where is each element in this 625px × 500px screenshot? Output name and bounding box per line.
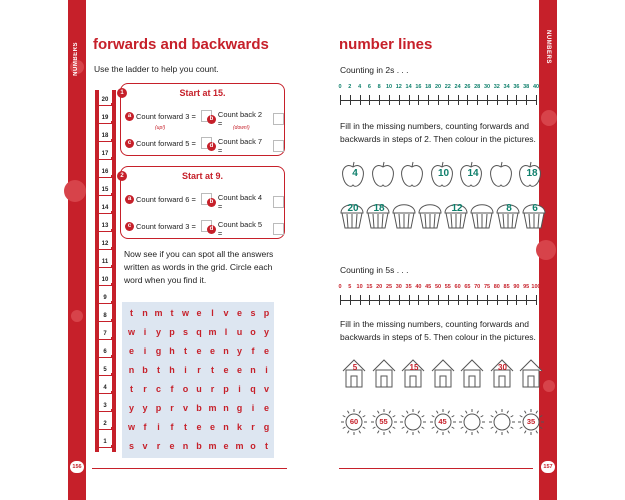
question-2d: d Count back 5 = — [207, 220, 284, 238]
grid-letter: m — [208, 441, 217, 451]
grid-letter: i — [265, 365, 268, 375]
picture-value: 18 — [373, 203, 385, 214]
grid-letter: e — [223, 441, 229, 451]
grid-letter: s — [128, 441, 134, 451]
sun-picture[interactable] — [429, 408, 457, 438]
grid-letter: e — [169, 441, 175, 451]
grid-letter: e — [236, 308, 242, 318]
footer-line — [92, 468, 287, 469]
grid-letter: y — [128, 403, 134, 413]
grid-letter: q — [196, 327, 202, 337]
ladder-rail-left — [95, 90, 99, 452]
house-picture[interactable] — [518, 358, 546, 388]
tick-mark — [526, 95, 527, 105]
tick-label: 40 — [532, 84, 540, 90]
tick-label: 2 — [348, 84, 352, 90]
grid-letter: c — [155, 384, 161, 394]
tick-mark — [458, 95, 459, 105]
picture-value: 20 — [347, 203, 359, 214]
grid-letter: i — [143, 346, 147, 356]
tick-mark — [477, 95, 478, 105]
picture-value: 60 — [349, 417, 359, 426]
grid-letter: y — [155, 327, 161, 337]
grid-letter: g — [263, 422, 270, 432]
cake-picture[interactable] — [521, 199, 549, 229]
tick-mark — [477, 295, 478, 305]
page-title: number lines — [339, 36, 433, 53]
tick-label: 8 — [377, 84, 381, 90]
tick-label: 10 — [356, 284, 363, 290]
tick-label: 85 — [503, 284, 510, 290]
grid-letter: i — [251, 403, 255, 413]
ladder-number: 6 — [99, 347, 111, 357]
cake-picture[interactable] — [495, 199, 523, 229]
tick-mark — [409, 95, 410, 105]
tick-mark — [350, 95, 351, 105]
tick-label: 34 — [503, 84, 510, 90]
tick-label: 6 — [367, 84, 371, 90]
ladder-number: 14 — [99, 203, 111, 213]
tick-mark — [389, 95, 390, 105]
tick-mark — [340, 295, 341, 305]
grid-letter: t — [211, 365, 214, 375]
grid-letter: t — [184, 346, 187, 356]
grid-letter: i — [184, 365, 187, 375]
grid-letter: t — [130, 384, 133, 394]
tick-label: 30 — [483, 84, 491, 90]
grid-letter: e — [128, 346, 134, 356]
tick-label: 40 — [415, 284, 422, 290]
picture-value: 4 — [352, 168, 358, 179]
tick-label: 80 — [493, 284, 500, 290]
tick-mark — [399, 295, 400, 305]
tick-label: 95 — [523, 284, 530, 290]
grid-letter: t — [170, 308, 174, 318]
grid-letter: n — [223, 403, 229, 413]
grid-letter: h — [169, 346, 175, 356]
grid-letter: n — [182, 441, 189, 451]
tick-label: 24 — [454, 84, 461, 90]
grid-letter: w — [181, 308, 189, 318]
grid-letter: g — [236, 403, 243, 413]
question-1d: d Count back 7 = — [207, 137, 284, 155]
tick-label: 20 — [434, 84, 442, 90]
badge-2: 2 — [117, 171, 127, 181]
grid-letter: n — [223, 422, 229, 432]
ladder-number: 3 — [99, 401, 111, 411]
tick-mark — [536, 95, 537, 105]
tick-mark — [399, 95, 400, 105]
answer-box[interactable] — [273, 223, 284, 235]
sun-picture[interactable] — [488, 408, 516, 438]
ladder-number: 9 — [99, 293, 111, 303]
page-number: 157 — [541, 461, 555, 473]
grid-letter: m — [235, 441, 244, 451]
picture-value: 8 — [506, 203, 512, 214]
tick-mark — [350, 295, 351, 305]
tick-label: 0 — [338, 284, 342, 290]
question-2c: c Count forward 3 = — [125, 220, 212, 232]
grid-letter: r — [197, 365, 201, 375]
tick-label: 35 — [405, 284, 412, 290]
strip-label: NUMBERS — [73, 42, 79, 76]
counting-5s-label: Counting in 5s . . . — [340, 265, 409, 275]
question-2b: b Count back 4 = — [207, 193, 284, 211]
tick-label: 65 — [464, 284, 471, 290]
picture-value: 10 — [437, 168, 450, 179]
ladder-number: 8 — [99, 311, 111, 321]
grid-letter: u — [236, 327, 243, 337]
ladder-number: 1 — [99, 437, 111, 447]
tick-mark — [526, 295, 527, 305]
ladder-number: 16 — [99, 167, 111, 177]
grid-letter: e — [236, 365, 242, 375]
grid-letter: n — [223, 346, 229, 356]
tick-label: 14 — [405, 84, 412, 90]
picture-value: 14 — [467, 168, 479, 179]
start-label: Start at 9. — [181, 171, 223, 181]
tick-label: 36 — [513, 84, 520, 90]
grid-letter: r — [170, 403, 174, 413]
footer-line — [339, 468, 533, 469]
hint-down: (down!) — [233, 125, 250, 131]
cake-picture[interactable] — [443, 199, 471, 229]
instruction: Use the ladder to help you count. — [94, 64, 219, 74]
tick-label: 5 — [348, 284, 352, 290]
tick-label: 30 — [395, 284, 402, 290]
house-picture[interactable] — [371, 358, 399, 388]
tick-label: 10 — [385, 84, 393, 90]
tick-mark — [467, 95, 468, 105]
tick-label: 15 — [366, 284, 373, 290]
question-2a: a Count forward 6 = — [125, 193, 212, 205]
word-search-grid[interactable] — [122, 302, 274, 458]
grid-letter: f — [143, 422, 147, 432]
grid-letter: y — [236, 346, 242, 356]
grid-letter: e — [196, 308, 202, 318]
grid-letter: y — [263, 327, 269, 337]
grid-letter: e — [263, 403, 269, 413]
counting-2s-label: Counting in 2s . . . — [340, 65, 409, 75]
grid-letter: b — [196, 441, 202, 451]
tick-label: 38 — [523, 84, 530, 90]
ladder-number: 20 — [99, 95, 111, 105]
picture-value: 55 — [379, 417, 388, 426]
question-box-1 — [120, 83, 285, 156]
grid-letter: p — [155, 403, 162, 413]
ladder-rail-right — [112, 90, 116, 452]
tick-label: 16 — [415, 84, 422, 90]
tick-mark — [507, 95, 508, 105]
tick-mark — [507, 295, 508, 305]
grid-letter: p — [263, 308, 270, 318]
answer-box[interactable] — [273, 140, 284, 152]
badge-1: 1 — [117, 88, 127, 98]
apple-picture[interactable] — [430, 161, 458, 191]
grid-letter: f — [251, 346, 255, 356]
tick-mark — [448, 95, 449, 105]
ladder-number: 18 — [99, 131, 111, 141]
answer-box[interactable] — [273, 196, 284, 208]
left-side-strip — [68, 0, 86, 500]
tick-mark — [536, 295, 537, 305]
grid-letter: k — [236, 422, 242, 432]
sun-picture[interactable] — [370, 408, 398, 438]
grid-letter: v — [182, 403, 188, 413]
grid-letter: o — [182, 384, 189, 394]
tick-mark — [428, 95, 429, 105]
grid-letter: g — [155, 346, 162, 356]
grid-letter: v — [223, 308, 229, 318]
tick-mark — [438, 95, 439, 105]
tick-mark — [458, 295, 459, 305]
tick-label: 75 — [483, 284, 491, 290]
tick-label: 32 — [493, 84, 500, 90]
ladder-number: 5 — [99, 365, 111, 375]
grid-letter: n — [128, 365, 135, 375]
tick-label: 70 — [474, 284, 481, 290]
apple-picture[interactable] — [400, 161, 428, 191]
tick-mark — [379, 295, 380, 305]
grid-letter: r — [143, 384, 147, 394]
tick-label: 60 — [454, 284, 461, 290]
apple-picture[interactable] — [341, 161, 369, 191]
question-box-2 — [120, 166, 285, 239]
tick-mark — [369, 295, 370, 305]
grid-letter: m — [154, 308, 163, 318]
apple-picture[interactable] — [489, 161, 517, 191]
grid-letter: l — [211, 308, 214, 318]
cake-picture[interactable] — [365, 199, 393, 229]
ladder-number: 11 — [99, 257, 111, 267]
tick-mark — [438, 295, 439, 305]
tick-label: 12 — [395, 84, 402, 90]
tick-mark — [340, 95, 341, 105]
tick-label: 25 — [385, 284, 393, 290]
grid-letter: m — [208, 327, 217, 337]
picture-value: 45 — [438, 417, 447, 426]
grid-letter: s — [250, 308, 256, 318]
grid-letter: n — [142, 308, 148, 318]
tick-label: 18 — [425, 84, 432, 90]
tick-label: 100 — [531, 284, 541, 290]
tick-mark — [497, 95, 498, 105]
grid-letter: h — [169, 365, 175, 375]
grid-letter: w — [127, 327, 135, 337]
grid-letter: t — [157, 365, 160, 375]
cake-picture[interactable] — [469, 199, 497, 229]
grid-letter: l — [224, 327, 228, 337]
ladder-number: 2 — [99, 419, 111, 429]
grid-letter: e — [196, 346, 202, 356]
apple-picture[interactable] — [518, 161, 546, 191]
tick-label: 0 — [338, 84, 342, 90]
tick-mark — [360, 295, 361, 305]
house-picture[interactable] — [430, 358, 458, 388]
grid-letter: w — [127, 422, 135, 432]
grid-letter: i — [143, 327, 147, 337]
tick-mark — [516, 95, 517, 105]
grid-letter: m — [208, 403, 217, 413]
grid-letter: v — [263, 384, 269, 394]
ladder-number: 13 — [99, 221, 111, 231]
ladder-number: 10 — [99, 275, 111, 285]
grid-letter: o — [250, 327, 256, 337]
tick-mark — [360, 95, 361, 105]
grid-letter: t — [265, 441, 268, 451]
tick-mark — [369, 95, 370, 105]
ladder-number: 19 — [99, 113, 111, 123]
grid-letter: f — [170, 422, 174, 432]
ladder-number: 15 — [99, 185, 111, 195]
grid-letter: q — [250, 384, 256, 394]
grid-letter: r — [210, 384, 215, 394]
tick-label: 28 — [474, 84, 481, 90]
grid-letter: p — [223, 384, 229, 394]
ladder-number: 4 — [99, 383, 111, 393]
picture-value: 15 — [409, 363, 419, 372]
tick-label: 20 — [376, 284, 383, 290]
house-picture[interactable] — [341, 358, 369, 388]
cake-picture[interactable] — [339, 199, 367, 229]
answer-box[interactable] — [273, 113, 284, 125]
house-picture[interactable] — [459, 358, 487, 388]
tick-label: 90 — [513, 284, 520, 290]
sun-picture[interactable] — [399, 408, 427, 438]
ladder-number: 12 — [99, 239, 111, 249]
grid-letter: e — [209, 346, 215, 356]
tick-mark — [516, 295, 517, 305]
picture-value: 30 — [498, 363, 507, 372]
page-number: 156 — [70, 461, 84, 473]
tick-mark — [389, 295, 390, 305]
instructions-5s: Fill in the missing numbers, counting forwards and backwards in steps of 5. Then colour in the pictures. — [340, 319, 536, 342]
tick-mark — [467, 295, 468, 305]
tick-mark — [428, 295, 429, 305]
grid-letter: v — [142, 441, 148, 451]
instructions-2s: Fill in the missing numbers, counting forwards and backwards in steps of 2. Then colour in the pictures. — [340, 121, 536, 144]
apple-picture[interactable] — [371, 161, 399, 191]
tick-label: 55 — [444, 284, 451, 290]
tick-mark — [418, 295, 419, 305]
grid-letter: e — [223, 365, 229, 375]
picture-value: 6 — [532, 203, 538, 214]
apple-picture[interactable] — [459, 161, 487, 191]
grid-letter: s — [182, 327, 188, 337]
grid-letter: r — [156, 441, 161, 451]
tick-label: 4 — [358, 84, 362, 90]
grid-letter: u — [196, 384, 202, 394]
hint-up: (up!) — [155, 125, 166, 131]
right-page — [313, 0, 625, 500]
picture-value: 35 — [526, 417, 536, 426]
grid-letter: p — [169, 327, 175, 337]
house-picture[interactable] — [489, 358, 517, 388]
tick-mark — [409, 295, 410, 305]
tick-mark — [497, 295, 498, 305]
tick-label: 50 — [434, 284, 442, 290]
grid-letter: e — [263, 346, 269, 356]
picture-value: 12 — [451, 203, 463, 214]
grid-instruction: Now see if you can spot all the answers written as words in the grid. Circle each word when you find it. — [124, 249, 274, 285]
start-label: Start at 15. — [179, 88, 226, 98]
ladder-number: 7 — [99, 329, 111, 339]
grid-letter: i — [238, 384, 241, 394]
cake-picture[interactable] — [391, 199, 419, 229]
grid-letter: r — [251, 422, 255, 432]
sun-picture[interactable] — [458, 408, 486, 438]
tick-mark — [418, 95, 419, 105]
grid-letter: b — [142, 365, 148, 375]
ladder-number: 17 — [99, 149, 111, 159]
tick-label: 22 — [444, 84, 451, 90]
picture-value: 18 — [526, 168, 538, 179]
question-1a: a Count forward 3 = — [125, 110, 212, 122]
grid-letter: t — [130, 308, 133, 318]
tick-mark — [448, 295, 449, 305]
sun-picture[interactable] — [340, 408, 368, 438]
left-page — [0, 0, 312, 500]
grid-letter: e — [209, 422, 215, 432]
tick-mark — [487, 95, 488, 105]
sun-picture[interactable] — [517, 408, 545, 438]
grid-letter: i — [157, 422, 160, 432]
picture-value: 5 — [352, 363, 358, 372]
grid-letter: f — [170, 384, 174, 394]
grid-letter: e — [196, 422, 202, 432]
tick-label: 45 — [425, 284, 432, 290]
grid-letter: t — [184, 422, 187, 432]
grid-letter: b — [196, 403, 202, 413]
grid-letter: o — [250, 441, 256, 451]
question-1c: c Count forward 5 = — [125, 137, 212, 149]
grid-letter: y — [142, 403, 148, 413]
tick-label: 26 — [464, 84, 471, 90]
tick-mark — [487, 295, 488, 305]
tick-mark — [379, 95, 380, 105]
cake-picture[interactable] — [417, 199, 445, 229]
question-1b: b Count back 2 = — [207, 110, 284, 128]
house-picture[interactable] — [400, 358, 428, 388]
grid-letter: n — [250, 365, 256, 375]
strip-label: NUMBERS — [545, 30, 551, 64]
page-title: forwards and backwards — [93, 36, 269, 53]
